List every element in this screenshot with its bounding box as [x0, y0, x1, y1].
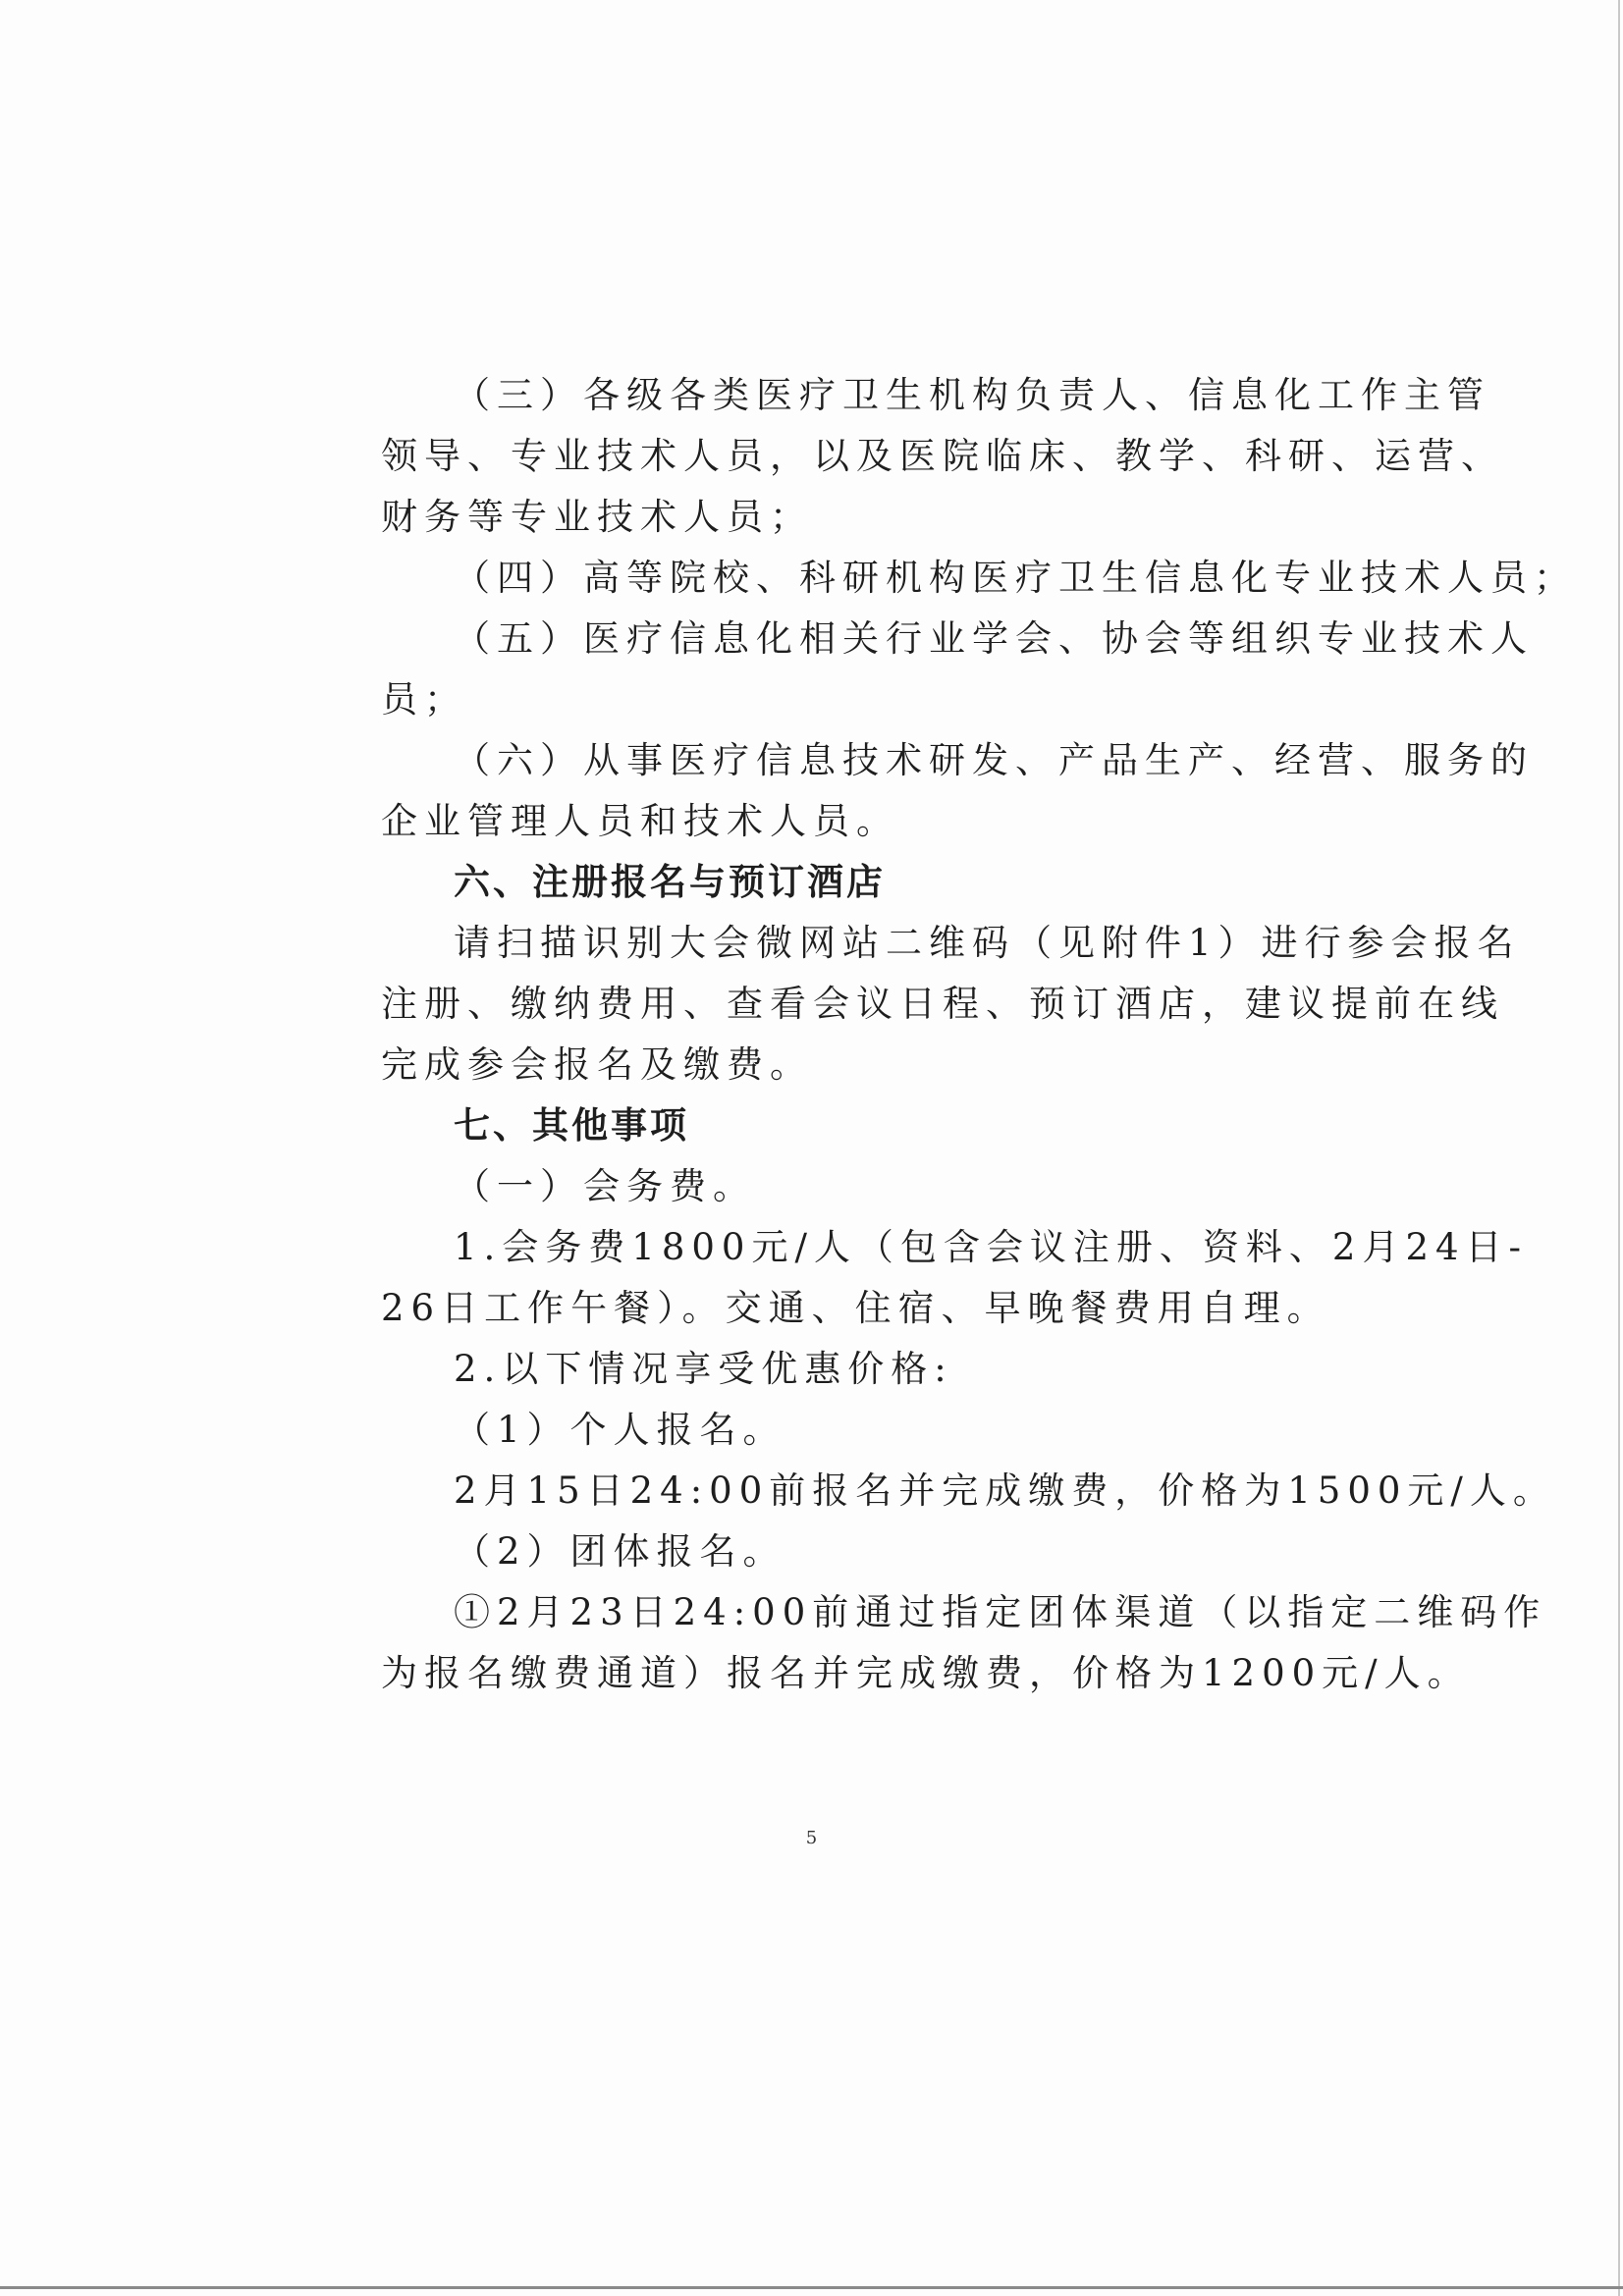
paragraph-line: 1.会务费1800元/人（包含会议注册、资料、2月24日-	[454, 1226, 1529, 1268]
section-heading-registration: 六、注册报名与预订酒店	[454, 861, 886, 903]
paragraph-line: （2）团体报名。	[454, 1530, 786, 1573]
paragraph-line: 请扫描识别大会微网站二维码（见附件1）进行参会报名	[454, 922, 1521, 964]
paragraph-line: （三）各级各类医疗卫生机构负责人、信息化工作主管	[454, 374, 1490, 416]
body-text	[381, 365, 1577, 1704]
scan-edge-bottom	[0, 2286, 1623, 2289]
paragraph-line: 26日工作午餐）。交通、住宿、早晚餐费用自理。	[381, 1287, 1330, 1329]
paragraph-line: 2月15日24:00前报名并完成缴费，价格为1500元/人。	[454, 1469, 1556, 1512]
paragraph-line: （六）从事医疗信息技术研发、产品生产、经营、服务的	[454, 739, 1534, 781]
paragraph-line: 2.以下情况享受优惠价格:	[454, 1348, 953, 1390]
paragraph-line: （1）个人报名。	[454, 1409, 786, 1451]
scan-edge-right	[1618, 0, 1620, 2296]
paragraph-line: 为报名缴费通道）报名并完成缴费，价格为1200元/人。	[381, 1652, 1471, 1694]
paragraph-line: （四）高等院校、科研机构医疗卫生信息化专业技术人员；	[454, 557, 1577, 599]
section-heading-other-matters: 七、其他事项	[454, 1104, 689, 1147]
paragraph-line: 财务等专业技术人员；	[381, 496, 813, 538]
page-number: 5	[805, 1828, 818, 1848]
paragraph-line: （五）医疗信息化相关行业学会、协会等组织专业技术人	[454, 617, 1534, 660]
paragraph-line: （一）会务费。	[454, 1165, 756, 1207]
paragraph-line: 领导、专业技术人员，以及医院临床、教学、科研、运营、	[381, 435, 1504, 477]
paragraph-line: ①2月23日24:00前通过指定团体渠道（以指定二维码作	[454, 1591, 1547, 1633]
paragraph-line: 完成参会报名及缴费。	[381, 1043, 813, 1086]
paragraph-line: 员；	[381, 678, 467, 721]
paragraph-line: 企业管理人员和技术人员。	[381, 800, 899, 842]
paragraph-line: 注册、缴纳费用、查看会议日程、预订酒店，建议提前在线	[381, 983, 1504, 1025]
